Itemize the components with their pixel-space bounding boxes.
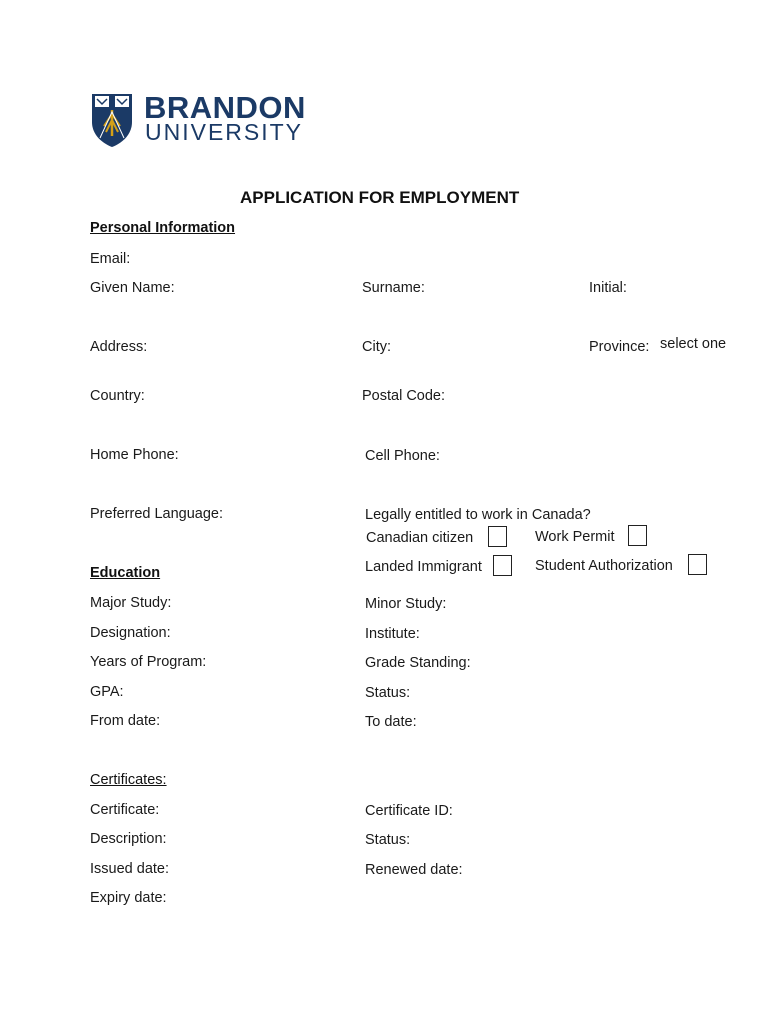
renewed-date-label: Renewed date: [365,862,463,878]
issued-date-label: Issued date: [90,861,169,877]
cell-phone-label: Cell Phone: [365,448,440,464]
institute-label: Institute: [365,626,420,642]
country-label: Country: [90,388,145,404]
email-label: Email: [90,251,131,267]
major-study-label: Major Study: [90,595,172,611]
province-select[interactable]: select one [660,336,727,352]
designation-label: Designation: [90,625,171,641]
province-label: Province: [589,339,650,355]
home-phone-label: Home Phone: [90,447,179,463]
postal-code-label: Postal Code: [362,388,446,404]
education-status-label: Status: [365,685,411,701]
certificate-id-label: Certificate ID: [365,803,453,819]
landed-immigrant-checkbox[interactable] [493,555,512,576]
preferred-language-label: Preferred Language: [90,506,224,522]
description-label: Description: [90,831,167,847]
certificate-status-label: Status: [365,832,411,848]
certificates-heading: Certificates: [90,772,167,788]
brandon-university-logo [90,90,306,148]
student-authorization-label: Student Authorization [535,558,673,574]
city-label: City: [362,339,391,355]
address-label: Address: [90,339,148,355]
shield-crest-icon [90,92,134,148]
given-name-label: Given Name: [90,280,175,296]
grade-standing-label: Grade Standing: [365,655,471,671]
personal-information-heading: Personal Information [90,220,236,236]
student-authorization-checkbox[interactable] [688,554,707,575]
years-of-program-label: Years of Program: [90,654,207,670]
initial-label: Initial: [589,280,627,296]
education-heading: Education [90,565,161,581]
canadian-citizen-label: Canadian citizen [366,530,474,546]
certificate-label: Certificate: [90,802,160,818]
work-permit-checkbox[interactable] [628,525,647,546]
legal-work-question: Legally entitled to work in Canada? [365,507,591,523]
logo-line-university: UNIVERSITY [145,119,304,145]
from-date-label: From date: [90,713,161,729]
work-permit-label: Work Permit [535,529,615,545]
surname-label: Surname: [362,280,425,296]
canadian-citizen-checkbox[interactable] [488,526,507,547]
to-date-label: To date: [365,714,417,730]
form-title: APPLICATION FOR EMPLOYMENT [240,188,520,207]
logo-line-brandon: BRANDON [144,90,306,125]
gpa-label: GPA: [90,684,124,700]
expiry-date-label: Expiry date: [90,890,167,906]
minor-study-label: Minor Study: [365,596,447,612]
landed-immigrant-label: Landed Immigrant [365,559,482,575]
